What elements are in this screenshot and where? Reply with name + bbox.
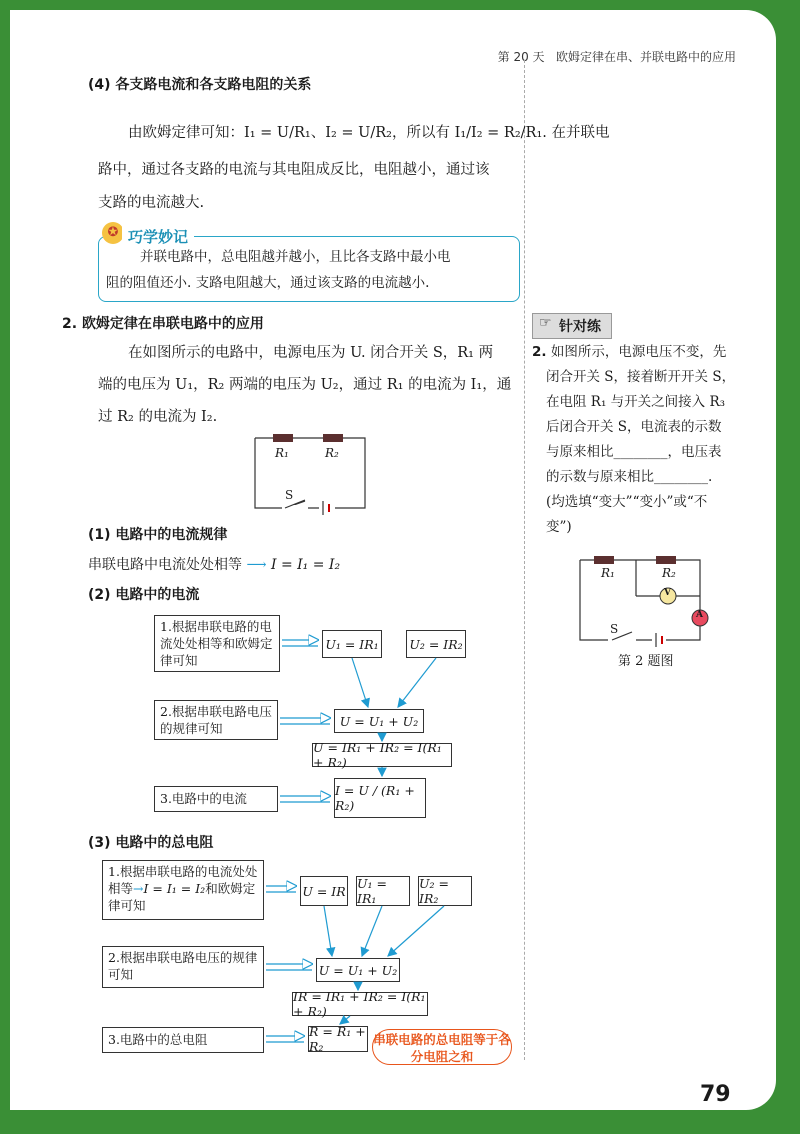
practice-l8: 变”)	[546, 519, 572, 535]
tip-line1: 并联电路中，总电阻越并越小，且比各支路中最小电	[140, 249, 451, 265]
sub3-heading: (3) 电路中的总电阻	[88, 835, 214, 851]
header-title: 欧姆定律在串、并联电路中的应用	[555, 50, 736, 64]
resistor-r1	[594, 556, 614, 564]
bulb-icon: ✪	[102, 222, 124, 244]
circuit2-v-label: V	[664, 588, 671, 598]
sub3-box2: 2.根据串联电路电压的规律可知	[102, 946, 264, 988]
section2-line2: 端的电压为 U₁，R₂ 两端的电压为 U₂，通过 R₁ 的电流为 I₁，通	[98, 377, 512, 393]
sub2-box2: 2.根据串联电路电压的规律可知	[154, 700, 278, 740]
header-day: 第 20 天	[497, 50, 545, 64]
sub3-u1: U₁ = IR₁	[356, 876, 410, 906]
sub1-heading: (1) 电路中的电流规律	[88, 527, 228, 543]
practice-figure-caption: 第 2 题图	[618, 654, 674, 669]
circuit2-r2-label: R₂	[662, 566, 676, 580]
practice-l4: 后闭合开关 S，电流表的示数	[546, 419, 722, 435]
sub2-heading: (2) 电路中的电流	[88, 587, 200, 603]
sub2-ifrac: I = U / (R₁ + R₂)	[334, 778, 426, 818]
hand-point-icon: ☞	[539, 315, 552, 331]
circuit2-a-label: A	[696, 610, 703, 620]
circuit2-r1-label: R₁	[601, 566, 615, 580]
circuit2-s-label: S	[610, 622, 619, 636]
sub1-text-b: I = I₁ = I₂	[270, 557, 341, 573]
sub3-box1-c: 和欧姆定律可知	[108, 881, 256, 913]
page-number: 79	[700, 1082, 731, 1107]
practice-l7: (均选填“变大”“变小”或“不	[546, 494, 708, 510]
section4-text2: 路中，通过各支路的电流与其电阻成反比，电阻越小，通过该	[98, 162, 490, 178]
sub3-u: U = IR	[300, 876, 348, 906]
sub2-uexp: U = IR₁ + IR₂ = I(R₁ + R₂)	[312, 743, 452, 767]
circuit1-r2-label: R₂	[325, 446, 339, 460]
section2-line3: 过 R₂ 的电流为 I₂.	[98, 409, 218, 425]
sub3-irexp: IR = IR₁ + IR₂ = I(R₁ + R₂)	[292, 992, 428, 1016]
section2-title: 欧姆定律在串联电路中的应用	[81, 316, 264, 332]
practice-l5: 与原来相比________，电压表	[546, 444, 722, 460]
tip-line2: 阻的阻值还小. 支路电阻越大，通过该支路的电流越小.	[106, 275, 430, 291]
sub3-box1-a: 1.根据串联电路的电流处处相等	[108, 864, 258, 896]
section4-heading: (4) 各支路电流和各支路电阻的关系	[88, 77, 312, 93]
arrow-icon: →	[133, 881, 144, 896]
sub3-u2: U₂ = IR₂	[418, 876, 472, 906]
sub2-box1: 1.根据串联电路的电流处处相等和欧姆定律可知	[154, 615, 280, 672]
circuit1-s-label: S	[285, 488, 294, 502]
sub2-box3: 3.电路中的电流	[154, 786, 278, 812]
arrow-icon: ⟶	[246, 557, 267, 573]
practice-circuit-diagram	[570, 550, 720, 650]
resistor-r2	[656, 556, 676, 564]
circuit1-r1-label: R₁	[275, 446, 289, 460]
practice-badge	[532, 313, 612, 339]
summary-callout: 串联电路的总电阻等于各分电阻之和	[372, 1029, 512, 1065]
practice-number: 2.	[532, 344, 547, 360]
practice-l6: 的示数与原来相比________.	[546, 469, 713, 485]
practice-l1: 如图所示，电源电压不变，先	[550, 344, 727, 360]
section4-text3: 支路的电流越大.	[98, 195, 205, 211]
page	[10, 10, 776, 1110]
sub1-text-a: 串联电路中电流处处相等	[88, 557, 242, 573]
sub3-usum: U = U₁ + U₂	[316, 958, 400, 982]
tip-title: 巧学妙记	[122, 226, 194, 247]
practice-l2: 闭合开关 S，接着断开开关 S，	[546, 369, 736, 385]
sub2-u2: U₂ = IR₂	[406, 630, 466, 658]
sub3-box1-b: I = I₁ = I₂	[143, 881, 206, 896]
sub3-box3: 3.电路中的总电阻	[102, 1027, 264, 1053]
section4-text1: 由欧姆定律可知：I₁ = U/R₁、I₂ = U/R₂，所以有 I₁/I₂ = R₂/R₁. 在并联电	[128, 125, 610, 141]
section2-line1: 在如图所示的电路中，电源电压为 U. 闭合开关 S，R₁ 两	[128, 345, 494, 361]
practice-question	[532, 340, 742, 540]
sub2-u1: U₁ = IR₁	[322, 630, 382, 658]
sub3-rsum: R = R₁ + R₂	[308, 1026, 368, 1052]
section2-number: 2.	[62, 316, 78, 332]
practice-l3: 在电阻 R₁ 与开关之间接入 R₃	[546, 394, 726, 410]
practice-badge-label: 针对练	[559, 319, 601, 335]
sub2-usum: U = U₁ + U₂	[334, 709, 424, 733]
